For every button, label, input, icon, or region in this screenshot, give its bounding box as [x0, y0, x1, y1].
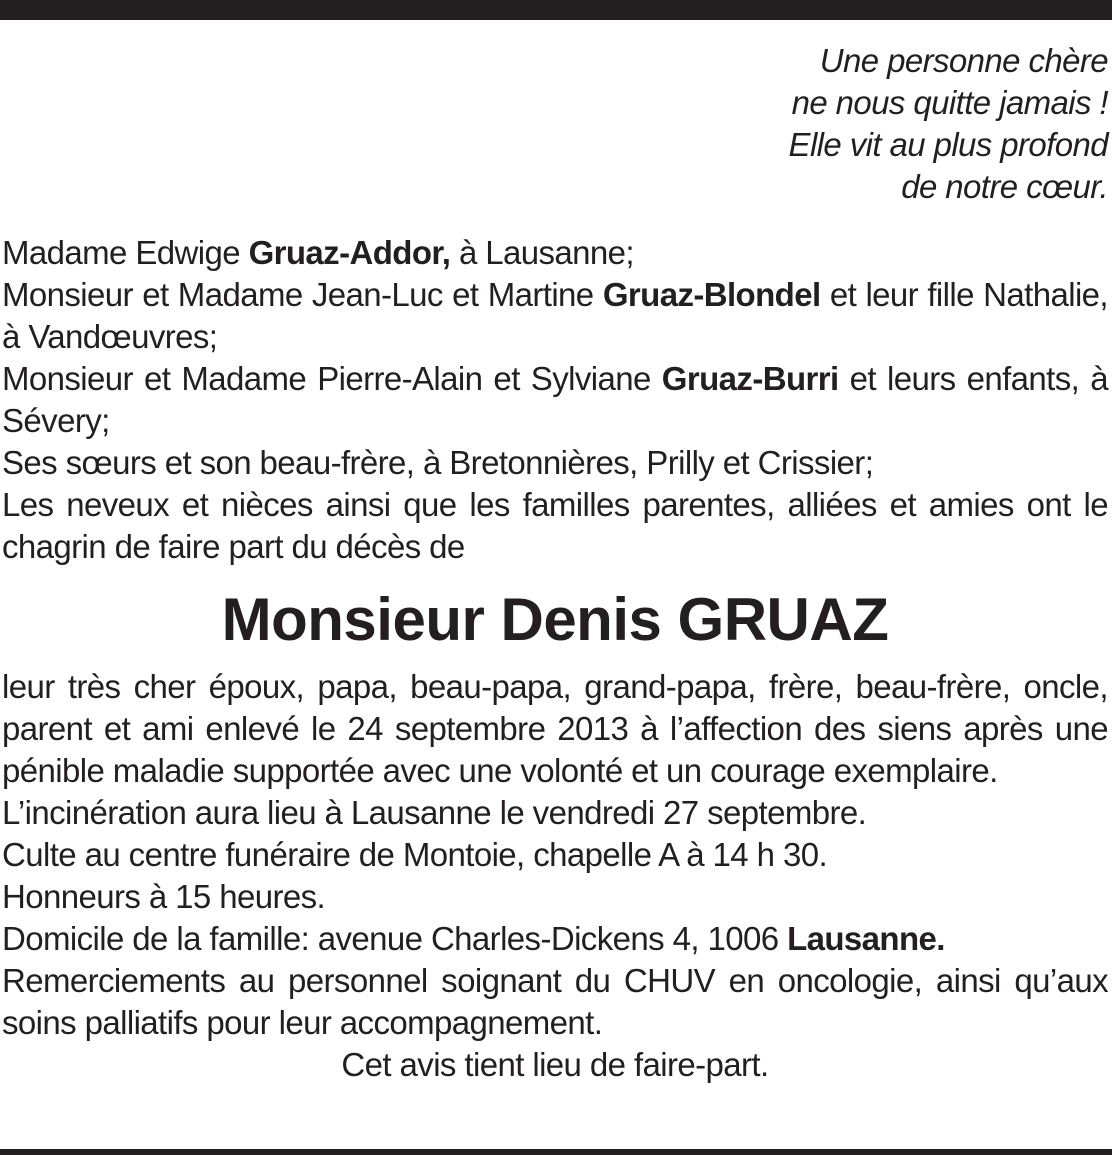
- bottom-border-rule: [0, 1149, 1112, 1155]
- closing-note: Cet avis tient lieu de faire-part.: [341, 1046, 769, 1083]
- honours-info: Honneurs à 15 heures.: [2, 878, 326, 915]
- obituary-notice: [2, 40, 1108, 1086]
- family-surname: Gruaz-Burri: [661, 360, 839, 397]
- family-member-line: Ses sœurs et son beau-frère, à Bretonnières, Prilly et Crissier;: [2, 444, 874, 481]
- family-member-line: Monsieur et Madame Pierre-Alain et Sylviane Gruaz-Burri et leurs enfants, à Sévery;: [2, 360, 1108, 439]
- top-border-rule: [0, 0, 1112, 20]
- announcement-line: Les neveux et nièces ainsi que les familles parentes, alliées et amies ont le chagrin de faire part du décès de: [2, 486, 1108, 565]
- cremation-info: L’incinération aura lieu à Lausanne le vendredi 27 septembre.: [2, 794, 867, 831]
- details-block: [2, 666, 1108, 1086]
- quote-line: Elle vit au plus profond: [788, 126, 1108, 163]
- service-info: Culte au centre funéraire de Montoie, chapelle A à 14 h 30.: [2, 836, 828, 873]
- quote-line: de notre cœur.: [901, 168, 1108, 205]
- family-address: Domicile de la famille: avenue Charles-Dickens 4, 1006 Lausanne.: [2, 920, 945, 957]
- family-surname: Gruaz-Blondel: [602, 276, 821, 313]
- family-list: [2, 232, 1108, 568]
- acknowledgements: Remerciements au personnel soignant du CHUV en oncologie, ainsi qu’aux soins palliatifs pour leur accompagnement.: [2, 962, 1108, 1041]
- family-member-line: Monsieur et Madame Jean-Luc et Martine Gruaz-Blondel et leur fille Nathalie, à Vandœuvres;: [2, 276, 1108, 355]
- quote-line: Une personne chère: [819, 42, 1108, 79]
- family-surname: Gruaz-Addor,: [248, 234, 451, 271]
- tribute-paragraph: leur très cher époux, papa, beau-papa, grand-papa, frère, beau-frère, oncle, parent et ami enlevé le 24 septembre 2013 à l’affection des siens après une pénible maladie supportée avec une volonté et un courage exemplaire.: [2, 668, 1108, 789]
- address-city: Lausanne.: [787, 920, 945, 957]
- epigraph-quote: [2, 40, 1108, 208]
- family-member-line: Madame Edwige Gruaz-Addor, à Lausanne;: [2, 234, 635, 271]
- deceased-name: Monsieur Denis GRUAZ: [221, 586, 889, 653]
- quote-line: ne nous quitte jamais !: [791, 84, 1108, 121]
